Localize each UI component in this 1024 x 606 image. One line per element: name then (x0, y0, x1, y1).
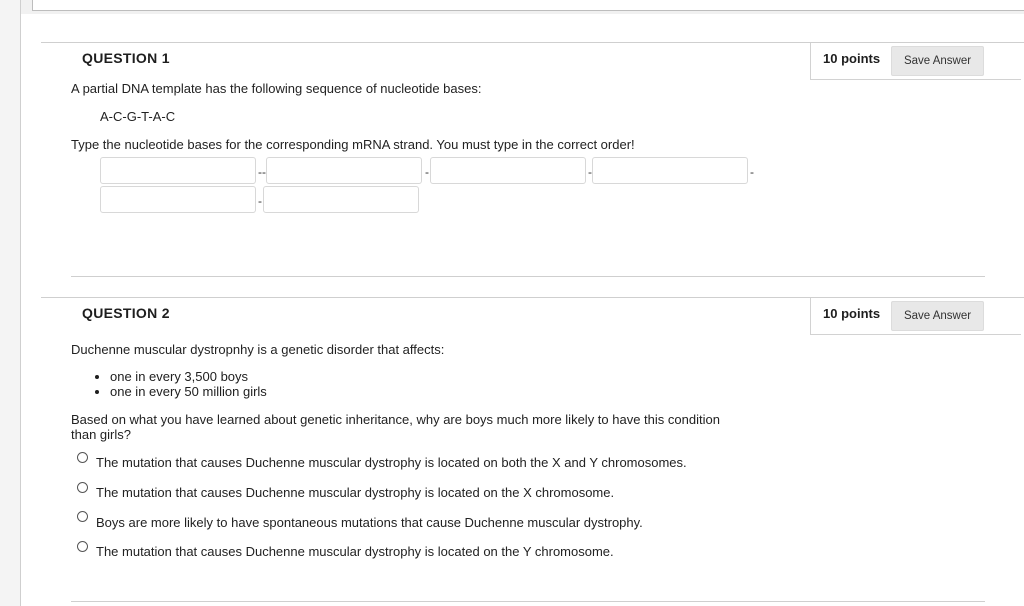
question-1-points-box (810, 43, 1021, 80)
answer-option-1-label[interactable]: The mutation that causes Duchenne muscular dystrophy is located on both the X and Y chromosomes. (96, 455, 687, 470)
answer-option-2-radio[interactable] (77, 482, 88, 493)
question-2-bottom-divider (71, 601, 985, 602)
answer-option-4-label[interactable]: The mutation that causes Duchenne muscular dystrophy is located on the Y chromosome. (96, 544, 614, 559)
input-separator: - (425, 165, 429, 179)
question-2-save-answer-button[interactable]: Save Answer (891, 301, 984, 331)
answer-option-3-label[interactable]: Boys are more likely to have spontaneous mutations that cause Duchenne muscular dystrophy. (96, 515, 643, 530)
left-rail (0, 0, 21, 606)
mrna-base-input-6[interactable] (263, 186, 419, 213)
top-frame (32, 0, 1024, 11)
mrna-base-input-5[interactable] (100, 186, 256, 213)
question-2-title: QUESTION 2 (82, 305, 170, 321)
mrna-base-input-2[interactable] (266, 157, 422, 184)
mrna-base-input-4[interactable] (592, 157, 748, 184)
mrna-base-input-3[interactable] (430, 157, 586, 184)
question-2-question-line-2: than girls? (71, 427, 131, 442)
question-2-prompt: Duchenne muscular dystropnhy is a genetic disorder that affects: (71, 342, 445, 357)
input-separator: -- (258, 165, 266, 179)
assessment-content (21, 14, 1024, 606)
answer-option-3-radio[interactable] (77, 511, 88, 522)
question-1-title: QUESTION 1 (82, 50, 170, 66)
statistics-list (95, 369, 267, 399)
question-1-save-answer-button[interactable]: Save Answer (891, 46, 984, 76)
answer-option-4-radio[interactable] (77, 541, 88, 552)
question-1-bottom-divider (71, 276, 985, 277)
question-2-points-box (810, 298, 1021, 335)
question-1-prompt: A partial DNA template has the following sequence of nucleotide bases: (71, 81, 482, 96)
question-2-question-line-1: Based on what you have learned about genetic inheritance, why are boys much more likely to have this condition (71, 412, 720, 427)
input-separator: - (588, 165, 592, 179)
answer-option-1-radio[interactable] (77, 452, 88, 463)
list-item: • one in every 50 million girls (110, 384, 267, 399)
question-2-points: 10 points (823, 306, 881, 321)
question-1-instruction: Type the nucleotide bases for the corresponding mRNA strand. You must type in the correct order! (71, 137, 635, 152)
answer-option-2-label[interactable]: The mutation that causes Duchenne muscular dystrophy is located on the X chromosome. (96, 485, 615, 500)
input-separator: - (750, 165, 754, 179)
mrna-base-input-1[interactable] (100, 157, 256, 184)
input-separator: - (258, 194, 262, 208)
list-item: • one in every 3,500 boys (110, 369, 267, 384)
dna-sequence: A-C-G-T-A-C (100, 109, 176, 124)
question-1-points: 10 points (823, 51, 881, 66)
